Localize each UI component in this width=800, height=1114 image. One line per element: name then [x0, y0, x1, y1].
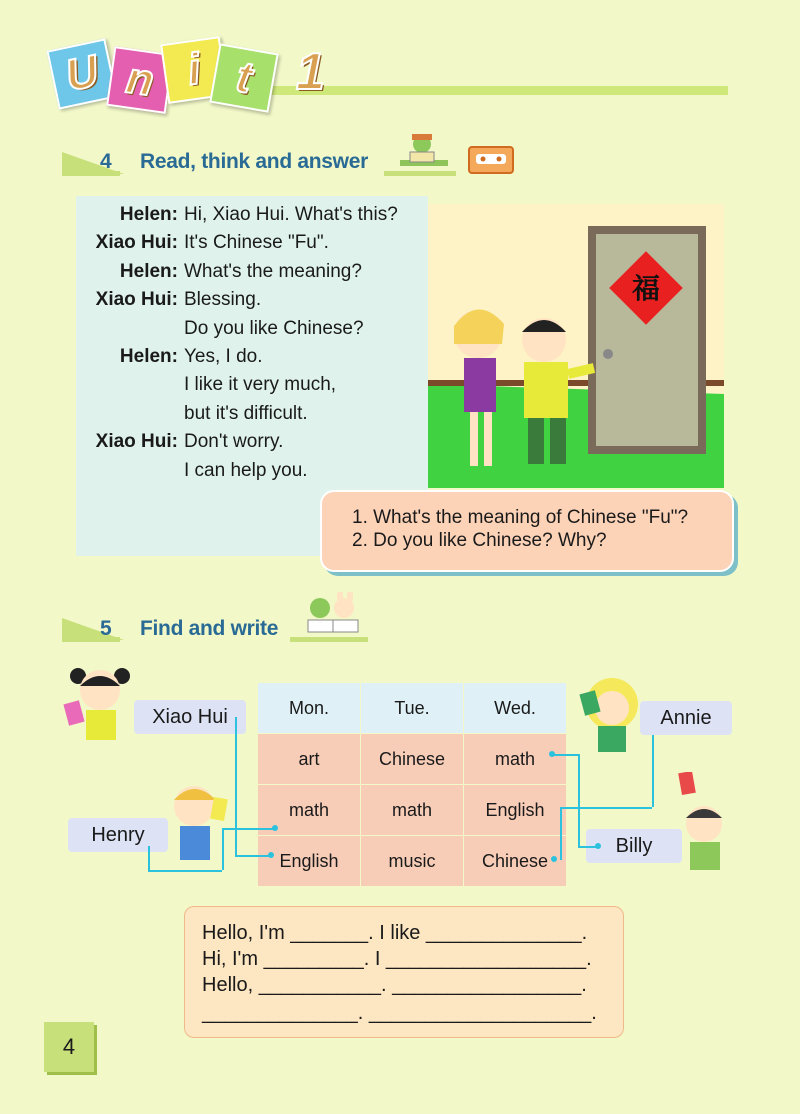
dialogue-line: Hi, Xiao Hui. What's this?	[184, 204, 398, 225]
henry-boy-illustration	[160, 776, 236, 870]
writing-line: Hello, I'm _______. I like ______________.	[202, 922, 588, 944]
dialogue-line: I can help you.	[184, 459, 308, 481]
section-number: 4	[100, 150, 112, 173]
table-cell: music	[361, 836, 463, 886]
connector-line	[235, 717, 237, 855]
name-tag-annie: Annie	[640, 701, 732, 735]
connector-line	[554, 754, 578, 756]
dialogue-line: Don't worry.	[184, 431, 284, 453]
unit-letter-tile: n	[106, 46, 174, 114]
section-number: 5	[100, 617, 112, 640]
speaker-name: Xiao Hui:	[95, 289, 178, 311]
reading-character-icon	[400, 130, 450, 170]
table-cell: math	[258, 785, 360, 835]
speaker-name: Helen:	[119, 346, 178, 367]
page-number: 4	[44, 1022, 94, 1072]
connector-dot	[549, 751, 555, 757]
connector-dot	[272, 825, 278, 831]
table-header-cell: Tue.	[361, 683, 463, 733]
question-1: 1. What's the meaning of Chinese "Fu"?	[352, 507, 689, 528]
table-header-cell: Wed.	[464, 683, 566, 733]
section-title: Find and write	[140, 617, 279, 640]
writing-line: Hello, ___________. _________________.	[202, 974, 587, 996]
unit-letter-tile: t	[209, 43, 279, 113]
reading-friends-icon	[298, 592, 368, 638]
name-tag-xiao-hui: Xiao Hui	[134, 700, 246, 734]
unit-number: 1	[296, 43, 325, 101]
connector-line	[222, 828, 224, 870]
table-cell: art	[258, 734, 360, 784]
table-header-cell: Mon.	[258, 683, 360, 733]
dialogue-line: I like it very much,	[184, 374, 337, 396]
table-cell: English	[464, 785, 566, 835]
unit-letter-tile: i	[160, 36, 228, 104]
writing-line: Hi, I'm _________. I __________________.	[202, 948, 592, 970]
speaker-name: Helen:	[119, 260, 178, 282]
connector-line	[652, 735, 654, 807]
connector-dot	[268, 852, 274, 858]
section-underline	[384, 171, 456, 176]
xiao-hui-girl-illustration	[62, 660, 138, 746]
dialogue-line: Yes, I do.	[184, 346, 263, 367]
table-cell: Chinese	[361, 734, 463, 784]
annie-girl-illustration	[570, 670, 646, 756]
section-title: Read, think and answer	[140, 150, 368, 173]
dialogue-line: Do you like Chinese?	[184, 317, 364, 339]
connector-dot	[595, 843, 601, 849]
dialogue-line: Blessing.	[184, 289, 262, 311]
dialogue-line: but it's difficult.	[184, 402, 308, 424]
table-cell: math	[361, 785, 463, 835]
table-cell: Chinese	[464, 836, 566, 886]
writing-line: ______________. ____________________.	[202, 1002, 597, 1024]
question-2: 2. Do you like Chinese? Why?	[352, 530, 607, 551]
speaker-name: Xiao Hui:	[95, 232, 178, 254]
name-tag-henry: Henry	[68, 818, 168, 852]
speaker-name: Helen:	[119, 204, 178, 225]
connector-line	[578, 754, 580, 846]
table-cell: math	[464, 734, 566, 784]
connector-line	[222, 828, 274, 830]
connector-dot	[551, 856, 557, 862]
speaker-name: Xiao Hui:	[95, 431, 178, 453]
name-tag-billy: Billy	[586, 829, 682, 863]
children-at-door-illustration	[428, 204, 724, 488]
cassette-icon	[468, 146, 514, 174]
connector-line	[148, 870, 222, 872]
dialogue-line: What's the meaning?	[184, 260, 362, 282]
unit-letter-tile: U	[46, 38, 117, 109]
connector-line	[560, 807, 652, 809]
dialogue-line: It's Chinese "Fu".	[184, 232, 329, 254]
connector-line	[560, 807, 562, 860]
classroom-illustration	[428, 204, 724, 488]
table-cell: English	[258, 836, 360, 886]
connector-line	[148, 846, 150, 870]
fu-character: 福	[631, 272, 661, 305]
